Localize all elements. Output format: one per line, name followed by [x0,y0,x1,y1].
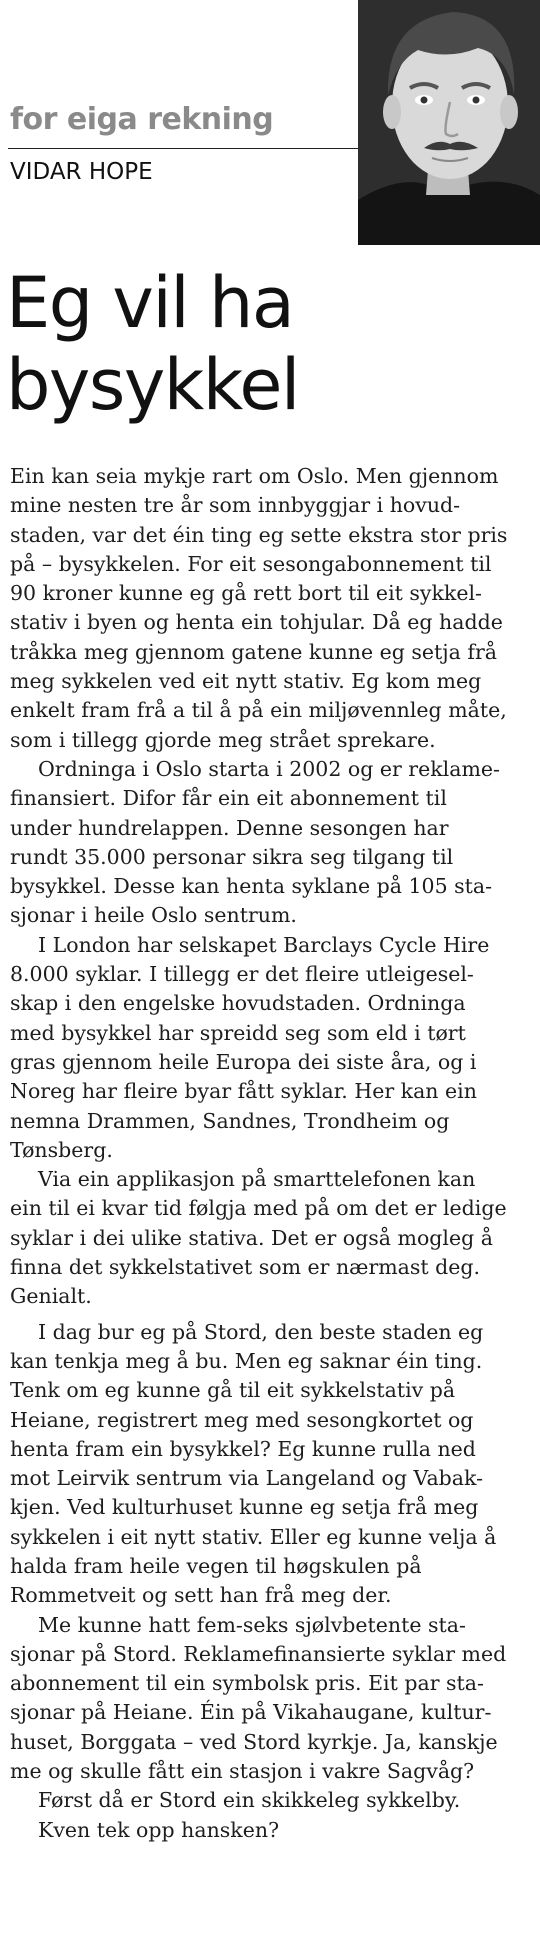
body-line: Rommetveit og sett han frå meg der. [10,1583,392,1608]
body-line: Tenk om eg kunne gå til eit sykkelstativ på [10,1378,456,1403]
body-line: stativ i byen og henta ein tohjular. Då eg hadde [10,610,503,635]
column-divider [8,148,358,149]
body-line: meg sykkelen ved eit nytt stativ. Eg kom meg [10,669,482,694]
author-byline: VIDAR HOPE [10,159,153,185]
body-line: Me kunne hatt fem-seks sjølvbetente sta- [38,1612,466,1637]
body-line: I dag bur eg på Stord, den beste staden eg [38,1319,484,1344]
body-line: kan tenkja meg å bu. Men eg saknar éin ting. [10,1348,483,1373]
body-line: I London har selskapet Barclays Cycle Hire [38,932,490,957]
body-line: 90 kroner kunne eg gå rett bort til eit sykkel- [10,581,482,606]
column-label: for eiga rekning [10,102,274,137]
body-line: 8.000 syklar. I tillegg er det fleire utleigesel- [10,962,474,987]
body-line: på – bysykkelen. For eit sesongabonnement til [10,551,492,576]
body-line: sykkelen i eit nytt stativ. Eller eg kunne velja å [10,1524,497,1549]
body-line: Kven tek opp hansken? [38,1817,280,1842]
portrait-illustration [358,0,540,245]
author-portrait [358,0,540,245]
body-line: staden, var det éin ting eg sette ekstra stor pris [10,522,508,547]
body-line: mine nesten tre år som innbyggjar i hovud- [10,493,461,518]
body-line: Tønsberg. [10,1137,113,1162]
body-line: syklar i dei ulike stativa. Det er også mogleg å [10,1225,493,1250]
body-line: gras gjennom heile Europa dei siste åra, og i [10,1049,477,1074]
body-line: bysykkel. Desse kan henta syklane på 105 sta- [10,874,493,899]
body-line: huset, Borggata – ved Stord kyrkje. Ja, kanskje [10,1729,498,1754]
body-line: ein til ei kvar tid følgja med på om det er ledige [10,1196,507,1221]
body-line: Ein kan seia mykje rart om Oslo. Men gjennom [10,464,499,488]
body-line: me og skulle fått ein stasjon i vakre Sagvåg? [10,1759,475,1784]
body-line: tråkka meg gjennom gatene kunne eg setja frå [10,639,497,664]
body-line: Via ein applikasjon på smarttelefonen kan [38,1167,476,1192]
body-line: Heiane, registrert meg med sesongkortet og [10,1407,474,1432]
body-line: Ordninga i Oslo starta i 2002 og er reklame- [38,756,500,781]
body-line: sjonar på Stord. Reklamefinansierte syklar med [10,1641,507,1666]
body-line: Noreg har fleire byar fått syklar. Her kan ein [10,1079,477,1104]
body-line: rundt 35.000 personar sikra seg tilgang til [10,844,454,869]
body-line: abonnement til ein symbolsk pris. Eit par sta- [10,1671,484,1696]
body-line: mot Leirvik sentrum via Langeland og Vabak- [10,1466,484,1491]
body-line: henta fram ein bysykkel? Eg kunne rulla ned [10,1436,476,1461]
body-line: sjonar på Heiane. Éin på Vikahaugane, kultur- [10,1700,492,1725]
body-line: sjonar i heile Oslo sentrum. [10,903,297,928]
body-line: nemna Drammen, Sandnes, Trondheim og [10,1108,450,1133]
body-line: finna det sykkelstativet som er nærmast deg. [10,1255,481,1280]
body-line: under hundrelappen. Denne sesongen har [10,815,449,840]
body-line: kjen. Ved kulturhuset kunne eg setja frå meg [10,1495,479,1520]
headline-line-1: Eg vil ha [6,262,294,344]
body-line: Først då er Stord ein skikkeleg sykkelby. [38,1788,461,1813]
article-body [10,462,530,1845]
body-line: halda fram heile vegen til høgskulen på [10,1553,422,1578]
headline [6,262,299,426]
body-line: finansiert. Difor får ein eit abonnement til [10,786,447,811]
body-line: Genialt. [10,1284,92,1309]
body-line: som i tillegg gjorde meg strået sprekare. [10,727,436,752]
body-line: enkelt fram frå a til å på ein miljøvennleg måte, [10,698,507,723]
headline-line-2: bysykkel [6,344,299,426]
body-line: skap i den engelske hovudstaden. Ordninga [10,991,466,1016]
body-line: med bysykkel har spreidd seg som eld i tørt [10,1020,466,1045]
